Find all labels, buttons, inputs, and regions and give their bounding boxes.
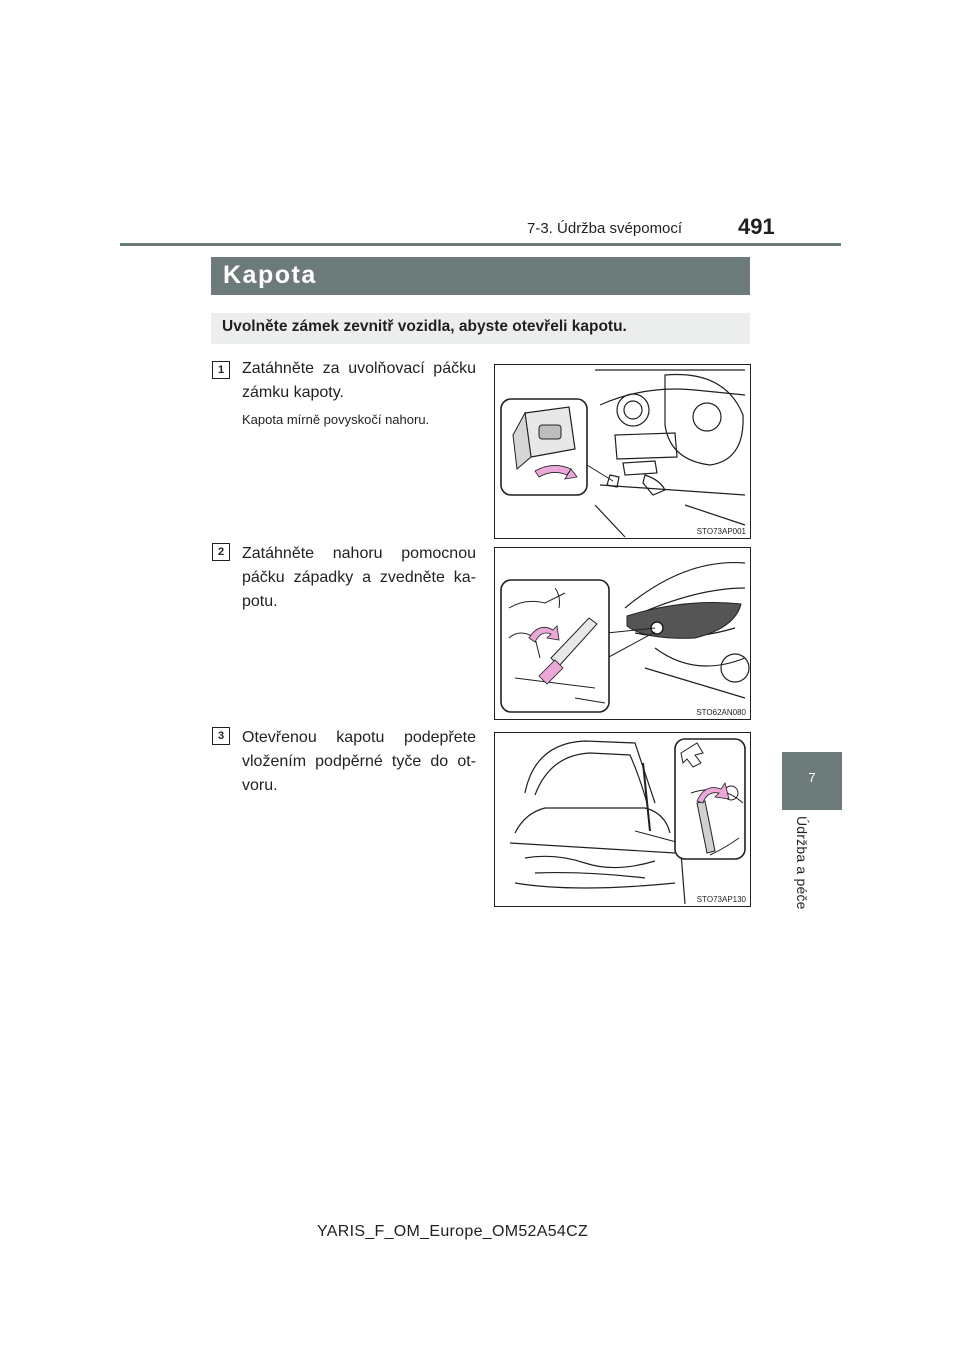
step-marker-2: 2 xyxy=(212,543,230,561)
image-code-3: STO73AP130 xyxy=(696,895,746,904)
dashboard-drawing xyxy=(495,365,750,538)
section-label: 7-3. Údržba svépomocí xyxy=(527,220,683,237)
step-text-3: Otevřenou kapotu podepřete vložením podpěrné tyče do ot-voru. xyxy=(242,729,476,794)
page-title: Kapota xyxy=(223,261,317,289)
hood-release-lever-illustration xyxy=(494,364,751,539)
car-front-drawing xyxy=(495,548,750,719)
latch-lever-illustration xyxy=(494,547,751,720)
image-code-2: STO62AN080 xyxy=(696,708,746,717)
open-hood-drawing xyxy=(495,733,750,906)
step-note-1: Kapota mírně povyskočí nahoru. xyxy=(242,412,430,427)
chapter-number: 7 xyxy=(808,770,816,785)
step-marker-3: 3 xyxy=(212,727,230,745)
header-rule xyxy=(120,243,841,246)
intro-text: Uvolněte zámek zevnitř vozidla, abyste otevřeli kapotu. xyxy=(222,318,627,335)
step-marker-1: 1 xyxy=(212,361,230,379)
document-footer: YARIS_F_OM_Europe_OM52A54CZ xyxy=(317,1223,589,1240)
step-text-1: Zatáhněte za uvolňovací páčku zámku kapoty. xyxy=(242,360,476,401)
step-text-2: Zatáhněte nahoru pomocnou páčku západky a zvedněte ka-potu. xyxy=(242,545,476,610)
chapter-title: Údržba a péče xyxy=(794,816,810,910)
page-number: 491 xyxy=(738,214,775,239)
hood-support-rod-illustration xyxy=(494,732,751,907)
image-code-1: STO73AP001 xyxy=(696,527,746,536)
